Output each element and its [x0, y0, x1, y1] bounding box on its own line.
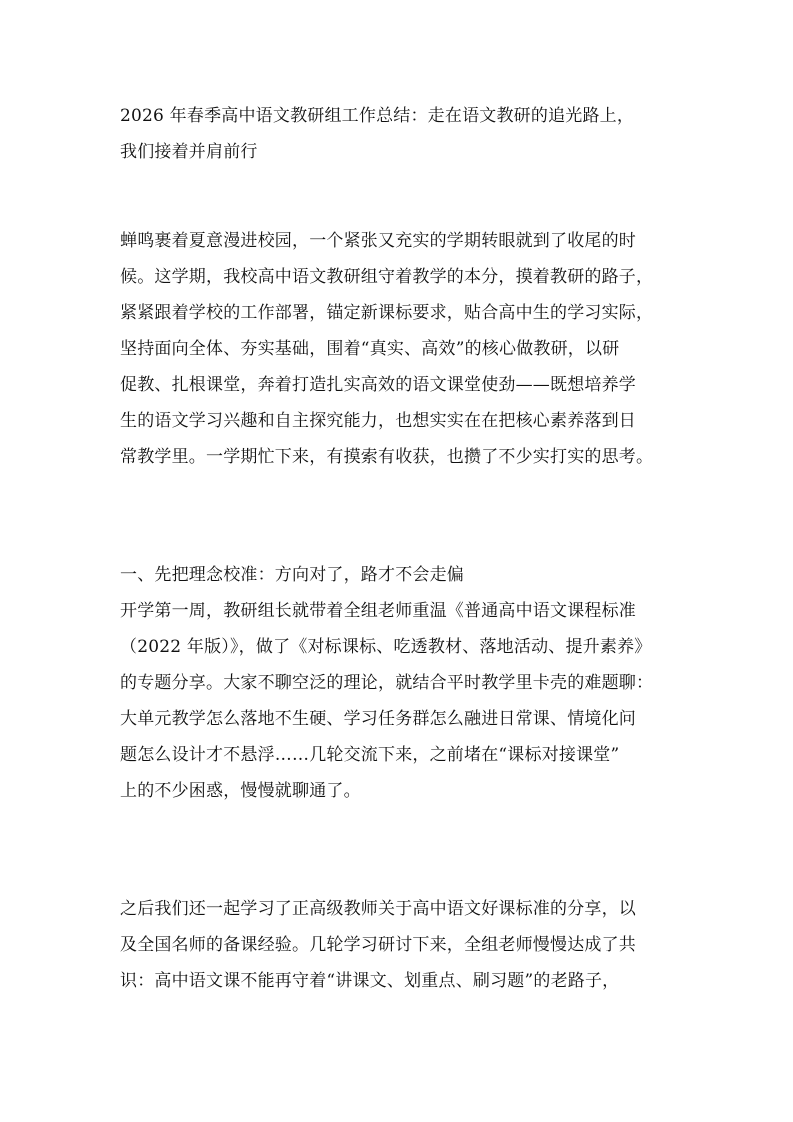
document-title	[120, 98, 673, 170]
text-line: 常教学里。一学期忙下来，有摸索有收获，也攒了不少实打实的思考。	[120, 447, 654, 467]
section-paragraph	[120, 891, 673, 999]
text-line: 大单元教学怎么落地不生硬、学习任务群怎么融进日常课、情境化问	[120, 709, 636, 729]
text-line: 开学第一周，教研组长就带着全组老师重温《普通高中语文课程标准	[120, 601, 636, 621]
text-line: 识：高中语文课不能再守着“讲课文、划重点、刷习题”的老路子，	[120, 971, 620, 991]
text-line: 紧紧跟着学校的工作部署，锚定新课标要求，贴合高中生的学习实际，	[120, 303, 654, 323]
text-line: 候。这学期，我校高中语文教研组守着教学的本分，摸着教研的路子，	[120, 267, 654, 287]
title-line: 2026 年春季高中语文教研组工作总结：走在语文教研的追光路上，	[120, 106, 635, 126]
text-line: 坚持面向全体、夯实基础，围着“真实、高效”的核心做教研，以研	[120, 339, 620, 359]
text-line: （2022 年版）》，做了《对标课标、吃透教材、落地活动、提升素养》	[120, 637, 652, 657]
text-line: 生的语文学习兴趣和自主探究能力，也想实实在在把核心素养落到日	[120, 411, 636, 431]
text-line: 上的不少困惑，慢慢就聊通了。	[120, 781, 361, 801]
text-line: 促教、扎根课堂，奔着打造扎实高效的语文课堂使劲——既想培养学	[120, 375, 636, 395]
text-line: 题怎么设计才不悬浮……几轮交流下来，之前堵在“课标对接课堂”	[120, 745, 620, 765]
text-line: 及全国名师的备课经验。几轮学习研讨下来，全组老师慢慢达成了共	[120, 935, 636, 955]
title-line: 我们接着并肩前行	[120, 142, 258, 162]
text-line: 的专题分享。大家不聊空泛的理论，就结合平时教学里卡壳的难题聊：	[120, 673, 654, 693]
intro-paragraph	[120, 223, 673, 475]
text-line: 蝉鸣裹着夏意漫进校园，一个紧张又充实的学期转眼就到了收尾的时	[120, 231, 636, 251]
section-heading	[120, 557, 673, 593]
heading-text: 一、先把理念校准：方向对了，路才不会走偏	[120, 565, 464, 585]
section-paragraph	[120, 593, 673, 809]
text-line: 之后我们还一起学习了正高级教师关于高中语文好课标准的分享，以	[120, 899, 636, 919]
